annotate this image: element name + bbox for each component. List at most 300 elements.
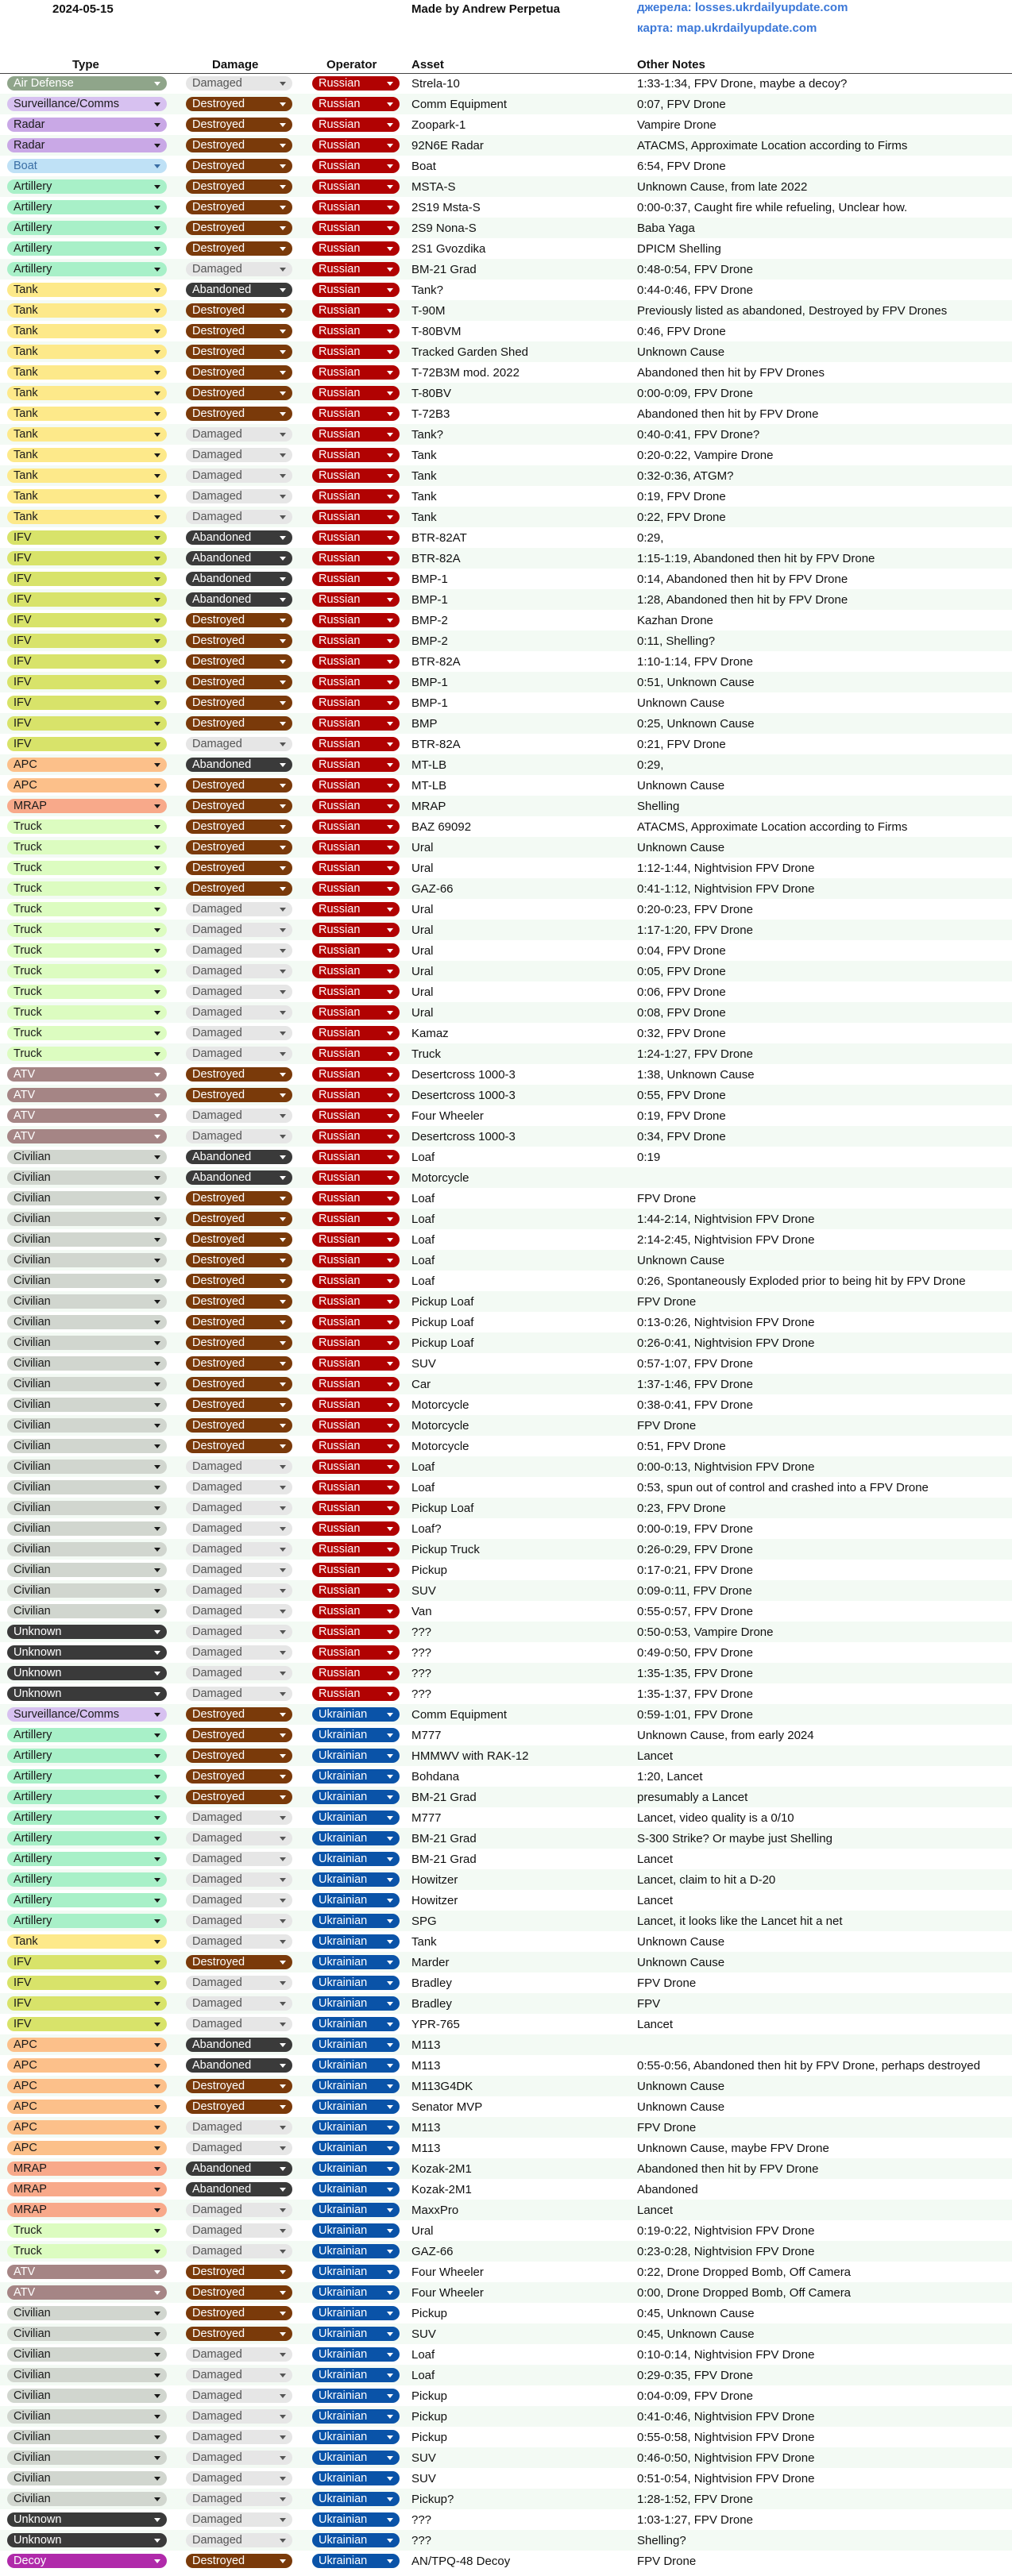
- operator-dropdown[interactable]: Russian: [312, 1418, 400, 1433]
- notes-cell[interactable]: 1:12-1:44, Nightvision FPV Drone: [637, 862, 815, 875]
- sources-link[interactable]: джерела: losses.ukrdailyupdate.com: [637, 1, 848, 14]
- operator-dropdown[interactable]: Russian: [312, 469, 400, 483]
- damage-dropdown[interactable]: Abandoned: [186, 2182, 292, 2196]
- operator-dropdown[interactable]: Ukrainian: [312, 1831, 400, 1845]
- type-dropdown[interactable]: Civilian: [7, 2409, 167, 2424]
- notes-cell[interactable]: 0:00, Drone Dropped Bomb, Off Camera: [637, 2286, 852, 2300]
- notes-cell[interactable]: 0:17-0:21, FPV Drone: [637, 1564, 753, 1577]
- operator-dropdown[interactable]: Ukrainian: [312, 1811, 400, 1825]
- asset-cell[interactable]: BAZ 69092: [411, 820, 472, 834]
- type-dropdown[interactable]: Boat: [7, 159, 167, 173]
- type-dropdown[interactable]: Unknown: [7, 2533, 167, 2547]
- type-dropdown[interactable]: Truck: [7, 881, 167, 896]
- type-dropdown[interactable]: Artillery: [7, 179, 167, 194]
- operator-dropdown[interactable]: Ukrainian: [312, 2409, 400, 2424]
- damage-dropdown[interactable]: Destroyed: [186, 799, 292, 813]
- type-dropdown[interactable]: APC: [7, 2100, 167, 2114]
- asset-cell[interactable]: Ural: [411, 1006, 434, 1020]
- damage-dropdown[interactable]: Destroyed: [186, 861, 292, 875]
- notes-cell[interactable]: Unknown Cause: [637, 2100, 725, 2114]
- asset-cell[interactable]: Loaf: [411, 1151, 435, 1164]
- type-dropdown[interactable]: Artillery: [7, 1893, 167, 1907]
- damage-dropdown[interactable]: Damaged: [186, 737, 292, 751]
- damage-dropdown[interactable]: Destroyed: [186, 2554, 292, 2568]
- type-dropdown[interactable]: MRAP: [7, 2203, 167, 2217]
- damage-dropdown[interactable]: Damaged: [186, 1687, 292, 1701]
- notes-cell[interactable]: 0:21, FPV Drone: [637, 738, 726, 751]
- notes-cell[interactable]: Abandoned then hit by FPV Drones: [637, 366, 825, 380]
- type-dropdown[interactable]: ATV: [7, 1067, 167, 1082]
- type-dropdown[interactable]: Truck: [7, 2223, 167, 2238]
- asset-cell[interactable]: Loaf: [411, 1481, 435, 1494]
- operator-dropdown[interactable]: Russian: [312, 97, 400, 111]
- operator-dropdown[interactable]: Russian: [312, 1212, 400, 1226]
- operator-dropdown[interactable]: Ukrainian: [312, 2285, 400, 2300]
- notes-cell[interactable]: 0:53, spun out of control and crashed into a FPV Drone: [637, 1481, 929, 1494]
- operator-dropdown[interactable]: Ukrainian: [312, 1790, 400, 1804]
- type-dropdown[interactable]: Civilian: [7, 1274, 167, 1288]
- type-dropdown[interactable]: Civilian: [7, 1232, 167, 1247]
- operator-dropdown[interactable]: Russian: [312, 345, 400, 359]
- notes-cell[interactable]: 0:29-0:35, FPV Drone: [637, 2369, 753, 2382]
- damage-dropdown[interactable]: Damaged: [186, 1893, 292, 1907]
- asset-cell[interactable]: Tank: [411, 511, 437, 524]
- operator-dropdown[interactable]: Russian: [312, 799, 400, 813]
- operator-dropdown[interactable]: Russian: [312, 737, 400, 751]
- asset-cell[interactable]: 2S19 Msta-S: [411, 201, 481, 214]
- type-dropdown[interactable]: Artillery: [7, 200, 167, 214]
- notes-cell[interactable]: FPV Drone: [637, 1419, 697, 1433]
- notes-cell[interactable]: Unknown Cause, from late 2022: [637, 180, 808, 194]
- notes-cell[interactable]: 0:00-0:09, FPV Drone: [637, 387, 753, 400]
- asset-cell[interactable]: Pickup: [411, 2307, 448, 2320]
- notes-cell[interactable]: 0:20-0:23, FPV Drone: [637, 903, 753, 916]
- notes-cell[interactable]: Unknown Cause, from early 2024: [637, 1729, 814, 1742]
- type-dropdown[interactable]: Tank: [7, 510, 167, 524]
- damage-dropdown[interactable]: Damaged: [186, 2017, 292, 2031]
- operator-dropdown[interactable]: Russian: [312, 840, 400, 854]
- damage-dropdown[interactable]: Destroyed: [186, 2079, 292, 2093]
- asset-cell[interactable]: Bohdana: [411, 1770, 460, 1784]
- operator-dropdown[interactable]: Russian: [312, 1005, 400, 1020]
- asset-cell[interactable]: Howitzer: [411, 1873, 458, 1887]
- type-dropdown[interactable]: ATV: [7, 1109, 167, 1123]
- asset-cell[interactable]: Pickup?: [411, 2493, 454, 2506]
- notes-cell[interactable]: 0:19-0:22, Nightvision FPV Drone: [637, 2224, 815, 2238]
- asset-cell[interactable]: Tracked Garden Shed: [411, 345, 529, 359]
- asset-cell[interactable]: ???: [411, 1667, 432, 1680]
- operator-dropdown[interactable]: Russian: [312, 1583, 400, 1598]
- asset-cell[interactable]: Howitzer: [411, 1894, 458, 1907]
- operator-dropdown[interactable]: Russian: [312, 654, 400, 669]
- operator-dropdown[interactable]: Ukrainian: [312, 2512, 400, 2527]
- type-dropdown[interactable]: Artillery: [7, 221, 167, 235]
- type-dropdown[interactable]: Civilian: [7, 1315, 167, 1329]
- type-dropdown[interactable]: Civilian: [7, 1501, 167, 1515]
- operator-dropdown[interactable]: Ukrainian: [312, 1914, 400, 1928]
- notes-cell[interactable]: 0:00-0:13, Nightvision FPV Drone: [637, 1460, 815, 1474]
- notes-cell[interactable]: 0:25, Unknown Cause: [637, 717, 755, 731]
- asset-cell[interactable]: Loaf: [411, 1460, 435, 1474]
- asset-cell[interactable]: Desertcross 1000-3: [411, 1089, 516, 1102]
- asset-cell[interactable]: 92N6E Radar: [411, 139, 484, 152]
- asset-cell[interactable]: Motorcycle: [411, 1419, 469, 1433]
- operator-dropdown[interactable]: Ukrainian: [312, 1728, 400, 1742]
- asset-cell[interactable]: Senator MVP: [411, 2100, 483, 2114]
- damage-dropdown[interactable]: Damaged: [186, 510, 292, 524]
- type-dropdown[interactable]: Truck: [7, 985, 167, 999]
- type-dropdown[interactable]: Civilian: [7, 1604, 167, 1618]
- damage-dropdown[interactable]: Destroyed: [186, 303, 292, 318]
- column-header-operator[interactable]: Operator: [326, 58, 377, 71]
- type-dropdown[interactable]: Surveillance/Comms: [7, 1707, 167, 1722]
- notes-cell[interactable]: Abandoned then hit by FPV Drone: [637, 407, 819, 421]
- damage-dropdown[interactable]: Damaged: [186, 2389, 292, 2403]
- damage-dropdown[interactable]: Damaged: [186, 2347, 292, 2362]
- type-dropdown[interactable]: Surveillance/Comms: [7, 97, 167, 111]
- damage-dropdown[interactable]: Destroyed: [186, 881, 292, 896]
- operator-dropdown[interactable]: Russian: [312, 1521, 400, 1536]
- notes-cell[interactable]: 0:32, FPV Drone: [637, 1027, 726, 1040]
- type-dropdown[interactable]: Civilian: [7, 1583, 167, 1598]
- damage-dropdown[interactable]: Destroyed: [186, 221, 292, 235]
- damage-dropdown[interactable]: Destroyed: [186, 634, 292, 648]
- notes-cell[interactable]: FPV Drone: [637, 2121, 697, 2134]
- notes-cell[interactable]: 0:32-0:36, ATGM?: [637, 469, 734, 483]
- type-dropdown[interactable]: Truck: [7, 861, 167, 875]
- type-dropdown[interactable]: Civilian: [7, 1480, 167, 1494]
- asset-cell[interactable]: MT-LB: [411, 758, 447, 772]
- type-dropdown[interactable]: Artillery: [7, 1914, 167, 1928]
- damage-dropdown[interactable]: Destroyed: [186, 1439, 292, 1453]
- asset-cell[interactable]: 2S9 Nona-S: [411, 222, 477, 235]
- asset-cell[interactable]: Kamaz: [411, 1027, 449, 1040]
- damage-dropdown[interactable]: Damaged: [186, 1563, 292, 1577]
- notes-cell[interactable]: 0:26-0:41, Nightvision FPV Drone: [637, 1336, 815, 1350]
- asset-cell[interactable]: SUV: [411, 2472, 436, 2485]
- column-header-damage[interactable]: Damage: [212, 58, 259, 71]
- type-dropdown[interactable]: Artillery: [7, 1811, 167, 1825]
- asset-cell[interactable]: BTR-82A: [411, 738, 461, 751]
- notes-cell[interactable]: 0:34, FPV Drone: [637, 1130, 726, 1143]
- damage-dropdown[interactable]: Destroyed: [186, 613, 292, 627]
- notes-cell[interactable]: 0:55-0:56, Abandoned then hit by FPV Drone, perhaps destroyed: [637, 2059, 980, 2073]
- type-dropdown[interactable]: IFV: [7, 654, 167, 669]
- notes-cell[interactable]: 0:05, FPV Drone: [637, 965, 726, 978]
- operator-dropdown[interactable]: Russian: [312, 592, 400, 607]
- notes-cell[interactable]: 1:28-1:52, FPV Drone: [637, 2493, 753, 2506]
- notes-cell[interactable]: 0:22, Drone Dropped Bomb, Off Camera: [637, 2266, 852, 2279]
- operator-dropdown[interactable]: Russian: [312, 407, 400, 421]
- asset-cell[interactable]: Ural: [411, 944, 434, 958]
- damage-dropdown[interactable]: Destroyed: [186, 1336, 292, 1350]
- operator-dropdown[interactable]: Ukrainian: [312, 2038, 400, 2052]
- type-dropdown[interactable]: IFV: [7, 2017, 167, 2031]
- damage-dropdown[interactable]: Destroyed: [186, 200, 292, 214]
- asset-cell[interactable]: Boat: [411, 160, 436, 173]
- damage-dropdown[interactable]: Abandoned: [186, 2038, 292, 2052]
- asset-cell[interactable]: Ural: [411, 965, 434, 978]
- damage-dropdown[interactable]: Damaged: [186, 1501, 292, 1515]
- notes-cell[interactable]: Lancet: [637, 1894, 674, 1907]
- notes-cell[interactable]: Lancet: [637, 1749, 674, 1763]
- type-dropdown[interactable]: Truck: [7, 840, 167, 854]
- operator-dropdown[interactable]: Ukrainian: [312, 2554, 400, 2568]
- notes-cell[interactable]: 0:19: [637, 1151, 661, 1164]
- asset-cell[interactable]: Pickup Loaf: [411, 1502, 474, 1515]
- damage-dropdown[interactable]: Damaged: [186, 1109, 292, 1123]
- damage-dropdown[interactable]: Destroyed: [186, 1728, 292, 1742]
- damage-dropdown[interactable]: Damaged: [186, 2451, 292, 2465]
- operator-dropdown[interactable]: Ukrainian: [312, 2182, 400, 2196]
- damage-dropdown[interactable]: Abandoned: [186, 1170, 292, 1185]
- asset-cell[interactable]: Pickup Loaf: [411, 1295, 474, 1309]
- asset-cell[interactable]: HMMWV with RAK-12: [411, 1749, 529, 1763]
- asset-cell[interactable]: Ural: [411, 924, 434, 937]
- asset-cell[interactable]: Four Wheeler: [411, 2266, 484, 2279]
- asset-cell[interactable]: BMP-1: [411, 573, 448, 586]
- type-dropdown[interactable]: APC: [7, 2120, 167, 2134]
- damage-dropdown[interactable]: Damaged: [186, 1480, 292, 1494]
- damage-dropdown[interactable]: Destroyed: [186, 2306, 292, 2320]
- damage-dropdown[interactable]: Damaged: [186, 2368, 292, 2382]
- asset-cell[interactable]: Ural: [411, 2224, 434, 2238]
- type-dropdown[interactable]: IFV: [7, 1976, 167, 1990]
- type-dropdown[interactable]: Civilian: [7, 2327, 167, 2341]
- type-dropdown[interactable]: Civilian: [7, 2306, 167, 2320]
- damage-dropdown[interactable]: Destroyed: [186, 1790, 292, 1804]
- notes-cell[interactable]: 0:55-0:58, Nightvision FPV Drone: [637, 2431, 815, 2444]
- damage-dropdown[interactable]: Destroyed: [186, 386, 292, 400]
- type-dropdown[interactable]: APC: [7, 2058, 167, 2073]
- damage-dropdown[interactable]: Damaged: [186, 2533, 292, 2547]
- asset-cell[interactable]: BM-21 Grad: [411, 1832, 477, 1845]
- type-dropdown[interactable]: Civilian: [7, 1356, 167, 1371]
- notes-cell[interactable]: Lancet, it looks like the Lancet hit a net: [637, 1915, 843, 1928]
- asset-cell[interactable]: Ural: [411, 862, 434, 875]
- damage-dropdown[interactable]: Abandoned: [186, 551, 292, 565]
- asset-cell[interactable]: T-72B3: [411, 407, 450, 421]
- damage-dropdown[interactable]: Destroyed: [186, 819, 292, 834]
- notes-cell[interactable]: 0:23-0:28, Nightvision FPV Drone: [637, 2245, 815, 2258]
- type-dropdown[interactable]: Truck: [7, 902, 167, 916]
- operator-dropdown[interactable]: Russian: [312, 1170, 400, 1185]
- type-dropdown[interactable]: Civilian: [7, 1191, 167, 1205]
- asset-cell[interactable]: Four Wheeler: [411, 1109, 484, 1123]
- notes-cell[interactable]: 0:00-0:37, Caught fire while refueling, Unclear how.: [637, 201, 908, 214]
- asset-cell[interactable]: T-90M: [411, 304, 446, 318]
- damage-dropdown[interactable]: Abandoned: [186, 758, 292, 772]
- type-dropdown[interactable]: Civilian: [7, 1294, 167, 1309]
- damage-dropdown[interactable]: Destroyed: [186, 1088, 292, 1102]
- notes-cell[interactable]: S-300 Strike? Or maybe just Shelling: [637, 1832, 832, 1845]
- type-dropdown[interactable]: APC: [7, 758, 167, 772]
- type-dropdown[interactable]: Civilian: [7, 1377, 167, 1391]
- operator-dropdown[interactable]: Russian: [312, 1542, 400, 1556]
- notes-cell[interactable]: Vampire Drone: [637, 118, 717, 132]
- operator-dropdown[interactable]: Russian: [312, 551, 400, 565]
- notes-cell[interactable]: 0:29,: [637, 758, 664, 772]
- asset-cell[interactable]: 2S1 Gvozdika: [411, 242, 486, 256]
- asset-cell[interactable]: Motorcycle: [411, 1398, 469, 1412]
- notes-cell[interactable]: 0:44-0:46, FPV Drone: [637, 283, 753, 297]
- notes-cell[interactable]: 0:40-0:41, FPV Drone?: [637, 428, 760, 442]
- damage-dropdown[interactable]: Damaged: [186, 469, 292, 483]
- notes-cell[interactable]: 1:35-1:35, FPV Drone: [637, 1667, 753, 1680]
- damage-dropdown[interactable]: Destroyed: [186, 1955, 292, 1969]
- asset-cell[interactable]: Loaf: [411, 1275, 435, 1288]
- type-dropdown[interactable]: Tank: [7, 303, 167, 318]
- damage-dropdown[interactable]: Damaged: [186, 2471, 292, 2485]
- notes-cell[interactable]: Unknown Cause, maybe FPV Drone: [637, 2142, 829, 2155]
- asset-cell[interactable]: Bradley: [411, 1997, 452, 2011]
- damage-dropdown[interactable]: Destroyed: [186, 716, 292, 731]
- map-link[interactable]: карта: map.ukrdailyupdate.com: [637, 21, 817, 35]
- damage-dropdown[interactable]: Damaged: [186, 1976, 292, 1990]
- asset-cell[interactable]: M113: [411, 2038, 441, 2052]
- notes-cell[interactable]: 0:09-0:11, FPV Drone: [637, 1584, 752, 1598]
- asset-cell[interactable]: BM-21 Grad: [411, 1853, 477, 1866]
- asset-cell[interactable]: Pickup: [411, 1564, 448, 1577]
- operator-dropdown[interactable]: Ukrainian: [312, 2389, 400, 2403]
- asset-cell[interactable]: Truck: [411, 1047, 441, 1061]
- type-dropdown[interactable]: Artillery: [7, 1769, 167, 1784]
- damage-dropdown[interactable]: Destroyed: [186, 1749, 292, 1763]
- type-dropdown[interactable]: Tank: [7, 365, 167, 380]
- asset-cell[interactable]: T-80BV: [411, 387, 452, 400]
- type-dropdown[interactable]: Tank: [7, 448, 167, 462]
- damage-dropdown[interactable]: Damaged: [186, 1583, 292, 1598]
- asset-cell[interactable]: Tank: [411, 1935, 437, 1949]
- operator-dropdown[interactable]: Ukrainian: [312, 2120, 400, 2134]
- notes-cell[interactable]: 0:51, FPV Drone: [637, 1440, 726, 1453]
- notes-cell[interactable]: Abandoned then hit by FPV Drone: [637, 2162, 819, 2176]
- notes-cell[interactable]: 0:20-0:22, Vampire Drone: [637, 449, 774, 462]
- asset-cell[interactable]: M113G4DK: [411, 2080, 473, 2093]
- asset-cell[interactable]: Strela-10: [411, 77, 460, 91]
- damage-dropdown[interactable]: Damaged: [186, 985, 292, 999]
- type-dropdown[interactable]: IFV: [7, 696, 167, 710]
- notes-cell[interactable]: 1:24-1:27, FPV Drone: [637, 1047, 753, 1061]
- asset-cell[interactable]: Motorcycle: [411, 1440, 469, 1453]
- type-dropdown[interactable]: Tank: [7, 324, 167, 338]
- notes-cell[interactable]: Shelling?: [637, 2534, 686, 2547]
- notes-cell[interactable]: Unknown Cause: [637, 1935, 725, 1949]
- notes-cell[interactable]: 0:55-0:57, FPV Drone: [637, 1605, 753, 1618]
- damage-dropdown[interactable]: Destroyed: [186, 118, 292, 132]
- damage-dropdown[interactable]: Damaged: [186, 2244, 292, 2258]
- damage-dropdown[interactable]: Damaged: [186, 1934, 292, 1949]
- damage-dropdown[interactable]: Destroyed: [186, 778, 292, 792]
- asset-cell[interactable]: Desertcross 1000-3: [411, 1068, 516, 1082]
- operator-dropdown[interactable]: Russian: [312, 1026, 400, 1040]
- notes-cell[interactable]: 0:59-1:01, FPV Drone: [637, 1708, 753, 1722]
- damage-dropdown[interactable]: Destroyed: [186, 1191, 292, 1205]
- type-dropdown[interactable]: Truck: [7, 2244, 167, 2258]
- damage-dropdown[interactable]: Damaged: [186, 943, 292, 958]
- asset-cell[interactable]: Loaf: [411, 1192, 435, 1205]
- type-dropdown[interactable]: Artillery: [7, 1852, 167, 1866]
- notes-cell[interactable]: 1:44-2:14, Nightvision FPV Drone: [637, 1213, 815, 1226]
- operator-dropdown[interactable]: Ukrainian: [312, 2347, 400, 2362]
- asset-cell[interactable]: MRAP: [411, 800, 446, 813]
- damage-dropdown[interactable]: Destroyed: [186, 179, 292, 194]
- notes-cell[interactable]: presumably a Lancet: [637, 1791, 748, 1804]
- type-dropdown[interactable]: Civilian: [7, 1542, 167, 1556]
- asset-cell[interactable]: BM-21 Grad: [411, 1791, 477, 1804]
- asset-cell[interactable]: BMP: [411, 717, 438, 731]
- damage-dropdown[interactable]: Destroyed: [186, 654, 292, 669]
- operator-dropdown[interactable]: Russian: [312, 118, 400, 132]
- type-dropdown[interactable]: Unknown: [7, 1625, 167, 1639]
- asset-cell[interactable]: BMP-1: [411, 696, 448, 710]
- damage-dropdown[interactable]: Damaged: [186, 964, 292, 978]
- notes-cell[interactable]: 6:54, FPV Drone: [637, 160, 726, 173]
- damage-dropdown[interactable]: Destroyed: [186, 675, 292, 689]
- notes-cell[interactable]: Abandoned: [637, 2183, 698, 2196]
- operator-dropdown[interactable]: Ukrainian: [312, 2492, 400, 2506]
- damage-dropdown[interactable]: Abandoned: [186, 283, 292, 297]
- damage-dropdown[interactable]: Damaged: [186, 1872, 292, 1887]
- notes-cell[interactable]: 0:11, Shelling?: [637, 634, 716, 648]
- operator-dropdown[interactable]: Russian: [312, 985, 400, 999]
- type-dropdown[interactable]: Civilian: [7, 1170, 167, 1185]
- operator-dropdown[interactable]: Russian: [312, 1501, 400, 1515]
- notes-cell[interactable]: 0:51-0:54, Nightvision FPV Drone: [637, 2472, 815, 2485]
- asset-cell[interactable]: ???: [411, 1687, 432, 1701]
- operator-dropdown[interactable]: Ukrainian: [312, 2368, 400, 2382]
- asset-cell[interactable]: BMP-2: [411, 634, 448, 648]
- notes-cell[interactable]: 0:06, FPV Drone: [637, 985, 726, 999]
- operator-dropdown[interactable]: Russian: [312, 1088, 400, 1102]
- notes-cell[interactable]: 0:19, FPV Drone: [637, 1109, 726, 1123]
- damage-dropdown[interactable]: Abandoned: [186, 2161, 292, 2176]
- type-dropdown[interactable]: APC: [7, 2038, 167, 2052]
- column-header-type[interactable]: Type: [72, 58, 99, 71]
- damage-dropdown[interactable]: Destroyed: [186, 407, 292, 421]
- type-dropdown[interactable]: IFV: [7, 1996, 167, 2011]
- operator-dropdown[interactable]: Russian: [312, 241, 400, 256]
- asset-cell[interactable]: ???: [411, 2534, 432, 2547]
- asset-cell[interactable]: Pickup Loaf: [411, 1316, 474, 1329]
- notes-cell[interactable]: 0:04, FPV Drone: [637, 944, 726, 958]
- damage-dropdown[interactable]: Destroyed: [186, 1398, 292, 1412]
- notes-cell[interactable]: 0:51, Unknown Cause: [637, 676, 755, 689]
- damage-dropdown[interactable]: Damaged: [186, 1129, 292, 1143]
- operator-dropdown[interactable]: Ukrainian: [312, 2327, 400, 2341]
- damage-dropdown[interactable]: Damaged: [186, 2120, 292, 2134]
- type-dropdown[interactable]: Air Defense: [7, 76, 167, 91]
- asset-cell[interactable]: M777: [411, 1811, 442, 1825]
- type-dropdown[interactable]: Civilian: [7, 1563, 167, 1577]
- type-dropdown[interactable]: Radar: [7, 118, 167, 132]
- asset-cell[interactable]: BMP-1: [411, 676, 448, 689]
- type-dropdown[interactable]: IFV: [7, 737, 167, 751]
- type-dropdown[interactable]: Artillery: [7, 241, 167, 256]
- damage-dropdown[interactable]: Damaged: [186, 2409, 292, 2424]
- operator-dropdown[interactable]: Russian: [312, 964, 400, 978]
- damage-dropdown[interactable]: Destroyed: [186, 2100, 292, 2114]
- notes-cell[interactable]: Unknown Cause: [637, 779, 725, 792]
- operator-dropdown[interactable]: Russian: [312, 1232, 400, 1247]
- asset-cell[interactable]: Loaf: [411, 2348, 435, 2362]
- type-dropdown[interactable]: Tank: [7, 427, 167, 442]
- asset-cell[interactable]: Pickup Truck: [411, 1543, 480, 1556]
- notes-cell[interactable]: 0:49-0:50, FPV Drone: [637, 1646, 753, 1660]
- damage-dropdown[interactable]: Damaged: [186, 1996, 292, 2011]
- notes-cell[interactable]: 0:38-0:41, FPV Drone: [637, 1398, 753, 1412]
- asset-cell[interactable]: M113: [411, 2142, 441, 2155]
